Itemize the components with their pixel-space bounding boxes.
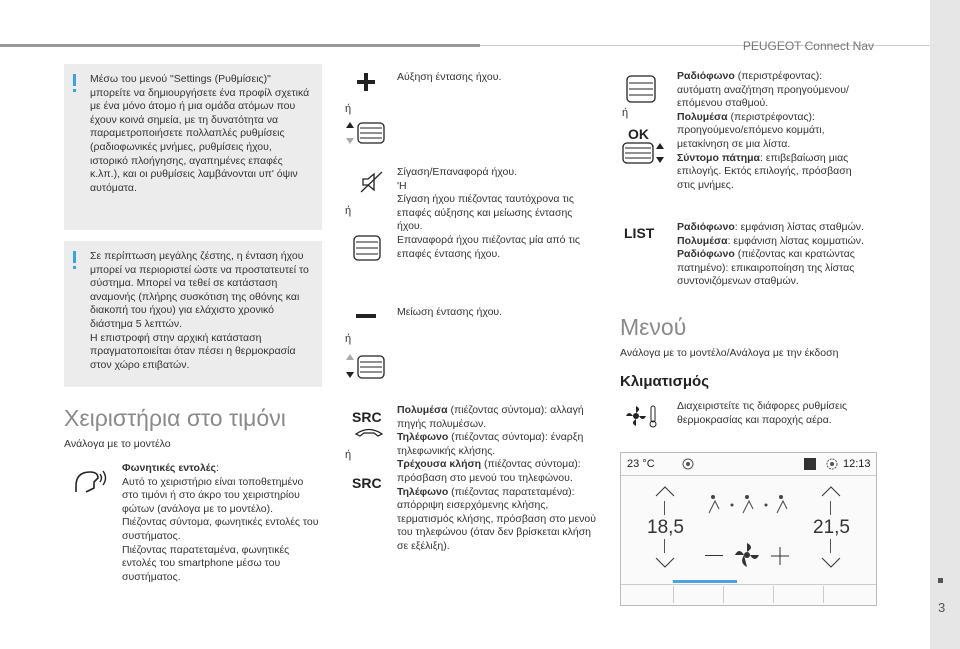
src-button-label-alt: SRC [352, 475, 382, 491]
mute-text: Σίγαση/Επαναφορά ήχου. 'Η Σίγαση ήχου πιέζοντας ταυτόχρονα τις επαφές αύξησης και μείωσης έντασης ήχου. Επαναφορά ήχου πιέζοντας μία από τις επαφές έντασης ήχου. [397, 166, 580, 260]
src-line-bold: Τηλέφωνο [397, 431, 449, 444]
temp-left-up-icon[interactable] [655, 485, 675, 497]
src-line-text: (πιέζοντας σύντομα): πρόσβαση στο μενού του τηλεφώνου. [397, 458, 581, 484]
thumbwheel-press-icon [352, 230, 384, 264]
divider [664, 539, 665, 553]
divider [830, 501, 831, 515]
or-label: ή [345, 205, 352, 217]
phone-icon [354, 427, 384, 437]
air-distribution-icons[interactable] [705, 493, 795, 517]
tab-divider [723, 586, 724, 603]
thumb-line-text: (περιστρέφοντας): αυτόματη αναζήτηση προηγούμενου/επόμενου σταθμού. [677, 70, 849, 110]
note-text: Σε περίπτωση μεγάλης ζέστης, η ένταση ήχου μπορεί να περιοριστεί ώστε να προστατευτεί το σύστημα. Μπορεί να τεθεί σε κατάσταση αναμονής (πλήρης συσκότιση της οθόνης και διακοπή του ήχου) για ελάχιστο χρονικό διάστημα 5 λεπτών. Η επιστροφή στην αρχική κατάσταση πραγματοποιείται όταν πέσει η θερμοκρασία στον χώρο επιβατών. [90, 250, 309, 371]
connection-icon [825, 457, 839, 471]
section-title-menus: Μενού [620, 314, 687, 340]
or-label: ή [345, 333, 352, 345]
fan-icon[interactable] [733, 541, 761, 569]
list-description [677, 221, 867, 289]
clock: 12:13 [843, 458, 871, 470]
src-line-text: (πιέζοντας σύντομα): αλλαγή πηγής πολυμέσων. [397, 404, 584, 430]
tab-divider [673, 586, 674, 603]
thumbwheel-updown-icon [620, 140, 666, 166]
climate-text: Διαχειριστείτε τις διάφορες ρυθμίσεις θερμοκρασίας και παροχής αέρα. [677, 400, 848, 426]
temp-right[interactable]: 21,5 [813, 517, 850, 538]
thumb-line-bold: Ραδιόφωνο [677, 70, 735, 82]
volume-down-text: Μείωση έντασης ήχου. [397, 306, 503, 318]
plus-icon [357, 73, 375, 91]
voice-description: Φωνητικές εντολές: Αυτό το χειριστήριο είναι τοποθετημένο στο τιμόνι ή στο άκρο του χειριστηρίου φώτων (ανάλογα με το μοντέλο). Πιέζοντας σύντομα, φωνητικές εντολές του συστήματος. Πιέζοντας παρατεταμένα, φωνητικές εντολές του smartphone μέσω του συστήματος. [122, 462, 319, 583]
list-line-text: : εμφάνιση λίστας κομματιών. [727, 234, 864, 247]
voice-text: Αυτό το χειριστήριο είναι τοποθετημένο στο τιμόνι ή στο άκρο του χειριστηρίου φώτων (ανάλογα με το μοντέλο). Πιέζοντας σύντομα, φωνητικές εντολές του συστήματος. Πιέζοντας παρατεταμένα, φωνητικές εντολές του smartphone μέσω του συστήματος. [122, 475, 319, 583]
src-line-bold: Τηλέφωνο [397, 485, 449, 498]
info-note-heat [64, 241, 322, 387]
climate-screen-preview [620, 452, 877, 606]
page-number: 3 [938, 600, 946, 615]
side-tab [930, 0, 960, 649]
temp-left[interactable]: 18,5 [647, 517, 684, 538]
src-line-text: (πιέζοντας σύντομα): έναρξη τηλεφωνικής κλήσης. [397, 431, 584, 457]
minus-icon [356, 313, 376, 319]
info-icon-dot [73, 89, 76, 92]
src-description [397, 404, 597, 554]
list-line-bold: Πολυμέσα [677, 234, 728, 247]
note-text: Μέσω του μενού "Settings (Ρυθμίσεις)" μπορείτε να δημιουργήσετε ένα προφίλ σχετικά με ένα μόνο άτομο ή μια ομάδα ατόμων που έχουν κοινά σημεία, με τη δυνατότητα να παραμετροποιήσετε πολλαπλές ρυθμίσεις (ραδιοφωνικές μνήμες, ρυθμίσεις ήχου, ιστορικό πλοήγησης, αγαπημένες επαφές κ.λπ.), και οι ρυθμίσεις λαμβάνονται υπ' όψιν αυτόματα. [90, 73, 310, 194]
thumb-line-text: : επιβεβαίωση μιας επιλογής. Εκτός επιλογής, πρόσβαση στις μνήμες. [677, 151, 852, 191]
thumbwheel-icon [624, 73, 658, 105]
or-label: ή [345, 103, 352, 115]
info-icon [73, 251, 76, 263]
thumbwheel-down-icon [345, 352, 387, 382]
climate-title: Κλιματισμός [620, 373, 710, 390]
page-marker [938, 578, 943, 583]
info-note-settings [64, 64, 322, 230]
src-button-label: SRC [352, 409, 382, 425]
menus-subtitle: Ανάλογα με το μοντέλο/Ανάλογα με την έκδοση [620, 347, 839, 359]
temp-right-up-icon[interactable] [821, 485, 841, 497]
thumbwheel-up-icon [345, 120, 387, 146]
volume-up-text: Αύξηση έντασης ήχου. [397, 71, 502, 83]
page-header: PEUGEOT Connect Nav [742, 39, 874, 53]
ok-button-label: OK [628, 126, 649, 142]
thumb-line-bold: Σύντομο πάτημα [677, 151, 760, 164]
list-line-bold: Ραδιόφωνο [677, 248, 735, 261]
temp-left-down-icon[interactable] [655, 557, 675, 569]
or-label: ή [622, 107, 629, 119]
mute-icon [360, 170, 384, 194]
or-label: ή [345, 449, 352, 461]
fan-minus-icon[interactable] [705, 555, 723, 556]
status-bar [621, 453, 876, 476]
thumb-line-text: (περιστρέφοντας): προηγούμενο/επόμενο κομμάτι, μετακίνηση σε μια λίστα. [677, 110, 825, 150]
thumb-line-bold: Πολυμέσα [677, 110, 728, 123]
section-subtitle: Ανάλογα με το μοντέλο [64, 438, 171, 450]
list-line-text: (πιέζοντας και κρατώντας πατημένο): επικαιροποίηση της λίστας συντονιζόμενων σταθμών. [677, 248, 855, 288]
fan-plus-icon[interactable] [771, 547, 789, 565]
src-line-bold: Τρέχουσα κλήση [397, 458, 482, 471]
voice-title: Φωνητικές εντολές [122, 462, 216, 474]
climate-icon [624, 403, 660, 429]
divider [664, 501, 665, 515]
tab-divider [823, 586, 824, 603]
header-rule [0, 44, 480, 47]
tab-divider [773, 586, 774, 603]
notification-icon [803, 457, 817, 471]
list-button-label: LIST [624, 225, 655, 241]
list-line-text: : εμφάνιση λίστας σταθμών. [734, 221, 864, 233]
info-icon [73, 74, 76, 86]
thumbwheel-description [677, 70, 867, 192]
section-title-steering: Χειριστήρια στο τιμόνι [64, 405, 286, 431]
info-icon-dot [73, 266, 76, 269]
src-line-bold: Πολυμέσα [397, 404, 448, 416]
tab-bar-top [621, 584, 876, 585]
active-tab-indicator [673, 580, 737, 583]
outside-temperature: 23 °C [627, 458, 655, 470]
divider [830, 539, 831, 553]
location-icon [681, 457, 695, 471]
src-line-text: (πιέζοντας παρατεταμένα): απόρριψη εισερχόμενης κλήσης, τερματισμός κλήσης, πρόσβαση στο μενού του τηλεφώνου (όταν δεν βρίσκεται κλήση σε εξέλιξη). [397, 485, 596, 552]
temp-right-down-icon[interactable] [821, 557, 841, 569]
voice-command-icon [72, 466, 108, 494]
list-line-bold: Ραδιόφωνο [677, 221, 735, 233]
